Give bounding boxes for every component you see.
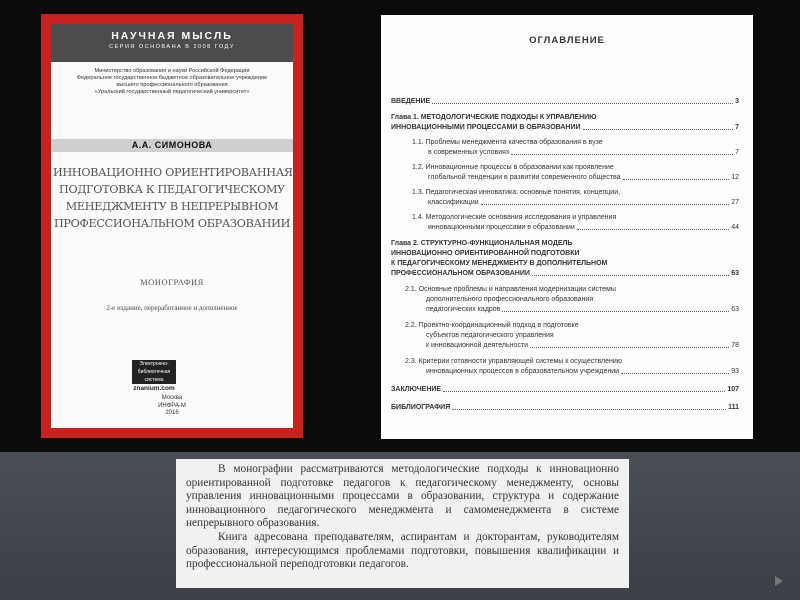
series-band — [51, 24, 293, 62]
toc-section-line: 1.4. Методологические основания исследования и управления — [412, 214, 617, 221]
annotation-text — [176, 459, 629, 588]
imprint-year: 2016 — [165, 410, 179, 416]
toc-page-number: 3 — [735, 98, 739, 105]
toc-entry-intro — [391, 97, 739, 106]
toc-leader — [532, 275, 729, 276]
toc-page-number: 63 — [731, 306, 739, 313]
toc-page-number: 7 — [735, 124, 739, 131]
toc-section-line: 2.2. Проектно-координационный подход в подготовке — [405, 322, 579, 329]
edition-label: 2-е издание, переработанное и дополненное — [106, 304, 238, 312]
toc-page-number: 63 — [731, 270, 739, 277]
toc-chapter1-line1: Глава 1. МЕТОДОЛОГИЧЕСКИЕ ПОДХОДЫ К УПРАВЛЕНИЮ — [391, 114, 597, 121]
toc-page-number: 93 — [731, 368, 739, 375]
toc-entry-bibliography — [391, 403, 739, 412]
toc-entry-label: в современных условиях — [428, 149, 510, 156]
toc-chapter2-line3: К ПЕДАГОГИЧЕСКОМУ МЕНЕДЖМЕНТУ В ДОПОЛНИТЕЛЬНОМ — [391, 260, 608, 267]
ministry-line: «Уральский государственный педагогический университет» — [94, 89, 250, 95]
publisher-logo — [132, 360, 176, 392]
series-subtitle: СЕРИЯ ОСНОВАНА В 2008 ГОДУ — [109, 44, 235, 50]
imprint-publisher: ИНФРА-М — [158, 402, 186, 409]
ministry-line: Федеральное государственное бюджетное образовательное учреждение — [76, 75, 268, 81]
toc-entry-2-2 — [426, 341, 739, 350]
annotation-paragraph: Книга адресована преподавателям, аспирантам и докторантам, руководителям образования, интересующимся проблемами подготовки, повышения квалификации и профессиональной переподготовки педагогов. — [186, 530, 619, 571]
toc-leader — [511, 154, 733, 155]
ministry-line: высшего профессионального образования — [116, 82, 228, 88]
toc-leader — [481, 204, 730, 205]
toc-entry-label: педагогических кадров — [426, 306, 501, 313]
logo-line: библиотечная — [137, 369, 171, 375]
toc-title: ОГЛАВЛЕНИЕ — [529, 35, 605, 46]
logo-site: znanium.com — [133, 385, 175, 392]
toc-leader — [621, 373, 729, 374]
logo-line: Электронно- — [139, 361, 169, 367]
toc-entry-1-2 — [428, 173, 739, 182]
toc-page-number: 7 — [735, 149, 739, 156]
toc-entry-label: к инновационной деятельности — [426, 342, 529, 349]
book-cover — [41, 14, 303, 438]
genre-label: МОНОГРАФИЯ — [140, 277, 204, 287]
toc-entry-1-4 — [428, 223, 739, 232]
imprint — [51, 395, 293, 418]
table-of-contents — [381, 15, 753, 439]
toc-page-number: 27 — [731, 199, 739, 206]
book-title — [53, 164, 291, 232]
logo-line: система — [144, 377, 164, 383]
book-title-line: ИННОВАЦИОННО ОРИЕНТИРОВАННАЯ — [53, 166, 293, 179]
toc-section-line: 1.2. Инновационные процессы в образовании как проявление — [412, 164, 614, 171]
toc-entry-label: ПРОФЕССИОНАЛЬНОМ ОБРАЗОВАНИИ — [391, 270, 530, 277]
toc-leader — [443, 391, 725, 392]
toc-section-line: дополнительного профессионального образования — [426, 296, 594, 303]
next-slide-arrow-icon[interactable] — [775, 576, 783, 586]
toc-page-number: 111 — [728, 404, 739, 411]
toc-entry-2-1 — [426, 305, 739, 314]
toc-section-line: 2.1. Основные проблемы и направления модернизации системы — [405, 286, 616, 293]
toc-entry-conclusion — [391, 385, 739, 394]
toc-entry-1-1 — [428, 148, 739, 157]
ebs-logo-icon — [132, 360, 176, 384]
toc-leader — [577, 229, 729, 230]
toc-leader — [623, 179, 730, 180]
book-title-line: ПРОФЕССИОНАЛЬНОМ ОБРАЗОВАНИИ — [53, 217, 291, 230]
toc-entry-chapter1 — [391, 123, 739, 132]
toc-section-line: 1.1. Проблемы менеджмента качества образования в вузе — [412, 139, 603, 146]
author-name: А.А. СИМОНОВА — [51, 139, 293, 152]
imprint-city: Москва — [161, 395, 183, 401]
toc-entry-label: инновационных процессов в образовательном учреждении — [426, 368, 620, 375]
series-title: НАУЧНАЯ МЫСЛЬ — [111, 30, 233, 42]
toc-entry-label: ЗАКЛЮЧЕНИЕ — [391, 386, 442, 393]
toc-chapter2-line1: Глава 2. СТРУКТУРНО-ФУНКЦИОНАЛЬНАЯ МОДЕЛЬ — [391, 240, 573, 247]
toc-entry-label: БИБЛИОГРАФИЯ — [391, 404, 451, 411]
book-title-line: МЕНЕДЖМЕНТУ В НЕПРЕРЫВНОМ — [65, 200, 279, 213]
toc-entry-label: ВВЕДЕНИЕ — [391, 98, 431, 105]
toc-leader — [502, 311, 729, 312]
toc-leader — [452, 409, 726, 410]
toc-entry-1-3 — [428, 198, 739, 207]
ministry-block — [57, 68, 287, 96]
annotation-paragraph: В монографии рассматриваются методологические подходы к инновационно ориентированной подготовке педагогов к педагогическому менеджменту, основы управления инновационными процессами в образовании, структура и содержание инновационного педагогического менеджмента и самоменеджмента в системе непрерывного образования. — [186, 463, 619, 530]
toc-entry-label: ИННОВАЦИОННЫМИ ПРОЦЕССАМИ В ОБРАЗОВАНИИ — [391, 124, 581, 131]
toc-entry-label: глобальной тенденции в развитии современного общества — [428, 174, 621, 181]
ministry-line: Министерство образования и науки Российской Федерации — [94, 68, 250, 74]
toc-leader — [530, 347, 729, 348]
toc-entry-label: инновационными процессами в образовании — [428, 224, 575, 231]
toc-leader — [432, 103, 733, 104]
toc-section-line: 1.3. Педагогическая инноватика: основные понятия, концепции, — [412, 189, 621, 196]
toc-section-line: субъектов педагогического управления — [426, 332, 554, 339]
cover-page — [51, 24, 293, 428]
toc-entry-chapter2 — [391, 269, 739, 278]
toc-page-number: 44 — [731, 224, 739, 231]
toc-section-line: 2.3. Критерии готовности управляющей системы к осуществлению — [405, 358, 623, 365]
book-title-line: ПОДГОТОВКА К ПЕДАГОГИЧЕСКОМУ — [59, 183, 285, 196]
toc-entry-2-3 — [426, 367, 739, 376]
toc-page-number: 12 — [731, 174, 739, 181]
toc-page-number: 78 — [731, 342, 739, 349]
toc-entry-label: классификации — [428, 199, 479, 206]
toc-page-number: 107 — [727, 386, 739, 393]
toc-chapter2-line2: ИННОВАЦИОННО ОРИЕНТИРОВАННОЙ ПОДГОТОВКИ — [391, 250, 580, 257]
toc-leader — [583, 129, 734, 130]
